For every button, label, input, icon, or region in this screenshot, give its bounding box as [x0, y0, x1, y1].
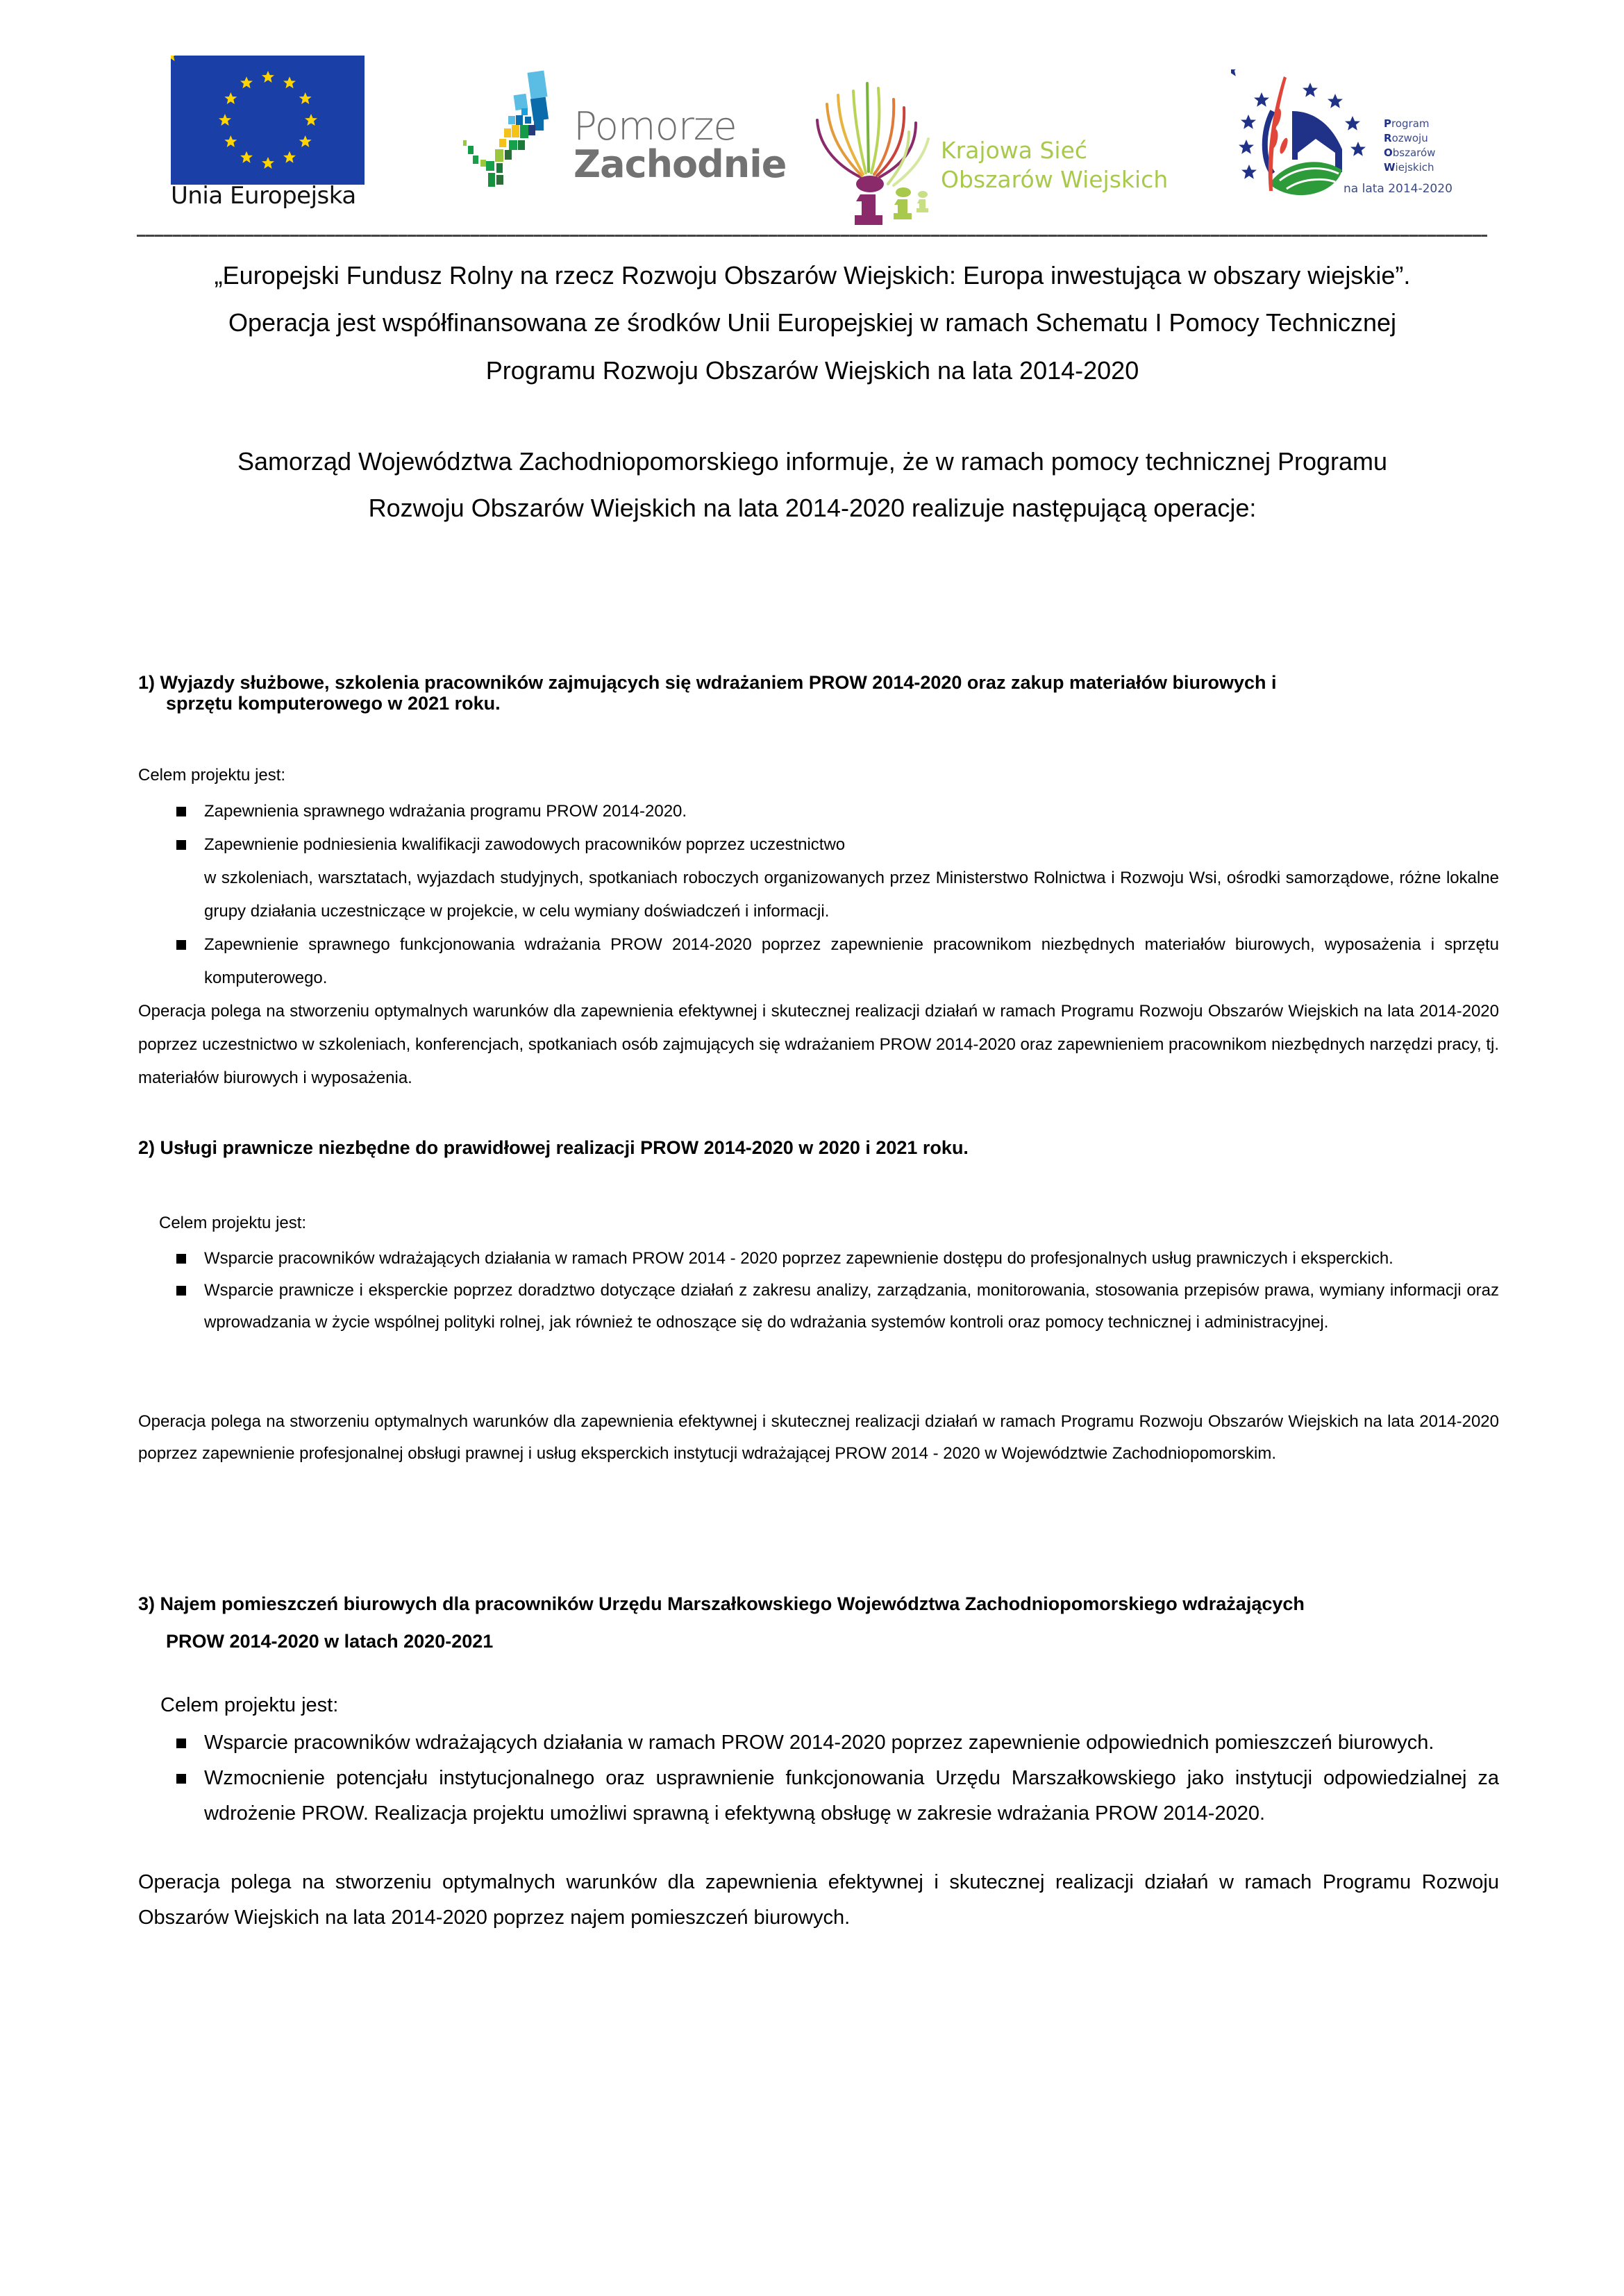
list-item-text: Zapewnienie sprawnego funkcjonowania wdrażania PROW 2014-2020 poprzez zapewnienie pracownikom niezbędnych materiałów biurowych, wyposażenia i sprzętu komputerowego.: [204, 935, 1499, 987]
pomorze-zachodnie-wordmark-line2: Zachodnie: [574, 142, 787, 186]
section-3-goals-list: [176, 1725, 1499, 1832]
section-1-heading-line2: sprzętu komputerowego w 2021 roku.: [166, 693, 501, 714]
prow-wordmark-cap: R: [1384, 132, 1392, 144]
section-1-goal-label: Celem projektu jest:: [138, 766, 286, 785]
intro-line2: Rozwoju Obszarów Wiejskich na lata 2014-2020 realizuje następującą operacje:: [368, 494, 1257, 522]
list-item-text: Wsparcie prawnicze i eksperckie poprzez doradztwo dotyczące działań z zakresu analizy, zarządzania, monitorowania, stosowania przepisów prawa, wymiany informacji oraz wprowadzania w życie wspólnej polityki rolnej, jak również te odnoszące się do wdrażania systemów kontroli oraz pomocy technicznej i administracyjnej.: [204, 1281, 1499, 1332]
list-item: [176, 1243, 1499, 1275]
eu-logo-label: Unia Europejska: [171, 182, 356, 210]
section-1-heading-line1: 1) Wyjazdy służbowe, szkolenia pracowników zajmujących się wdrażaniem PROW 2014-2020 oraz zakup materiałów biurowych i: [138, 672, 1277, 693]
eu-stars-icon: [171, 56, 365, 185]
list-item: [176, 1761, 1499, 1832]
ksow-wordmark: [941, 136, 1168, 194]
list-item-text: Wsparcie pracowników wdrażających działania w ramach PROW 2014-2020 poprzez zapewnienie odpowiednich pomieszczeń biurowych.: [204, 1732, 1434, 1754]
prow-wordmark-rest: bszarów: [1392, 146, 1436, 159]
section-1-heading: [138, 672, 1499, 714]
square-bullet-icon: [176, 1738, 186, 1748]
funding-statement-line2: Operacja jest współfinansowana ze środków Unii Europejskiej w ramach Schematu I Pomocy Technicznej: [228, 308, 1397, 337]
section-2-goals-list: [176, 1243, 1499, 1339]
list-item-continuation: [176, 862, 1499, 928]
square-bullet-icon: [176, 840, 186, 850]
pomorze-zachodnie-wordmark-line1: Pomorze: [574, 104, 737, 149]
section-3-summary: Operacja polega na stworzeniu optymalnych warunków dla zapewnienia efektywnej i skutecznej realizacji działań w ramach Programu Rozwoju Obszarów Wiejskich na lata 2014-2020 poprzez najem pomieszczeń biurowych.: [138, 1871, 1499, 1929]
list-item-text: Wsparcie pracowników wdrażających działania w ramach PROW 2014 - 2020 poprzez zapewnienie dostępu do profesjonalnych usług prawniczych i eksperckich.: [204, 1249, 1393, 1268]
prow-years: na lata 2014-2020: [1343, 182, 1453, 196]
section-3-heading: [138, 1585, 1499, 1660]
square-bullet-icon: [176, 940, 186, 950]
funding-statement-line3: Programu Rozwoju Obszarów Wiejskich na lata 2014-2020: [485, 356, 1139, 385]
section-3-goal-label: Celem projektu jest:: [160, 1694, 339, 1716]
ksow-tree-icon: [812, 80, 940, 227]
prow-wordmark: [1384, 117, 1435, 175]
header-divider: [137, 235, 1487, 237]
square-bullet-icon: [176, 807, 186, 816]
section-3-heading-line2: PROW 2014-2020 w latach 2020-2021: [166, 1631, 494, 1652]
section-2-goal-label: Celem projektu jest:: [159, 1214, 307, 1232]
ksow-wordmark-line2: Obszarów Wiejskich: [941, 166, 1169, 193]
section-1-summary: Operacja polega na stworzeniu optymalnych warunków dla zapewnienia efektywnej i skutecznej realizacji działań w ramach Programu Rozwoju Obszarów Wiejskich na lata 2014-2020 poprzez uczestnictwo w szkoleniach, konferencjach, spotkaniach osób zajmujących się wdrażaniem PROW 2014-2020 oraz zapewnieniem pracownikom niezbędnych narzędzi pracy, tj. materiałów biurowych i wyposażenia.: [138, 1002, 1499, 1087]
list-item-text: w szkoleniach, warsztatach, wyjazdach studyjnych, spotkaniach roboczych organizowanych przez Ministerstwo Rolnictwa i Rozwoju Wsi, ośrodki samorządowe, różne lokalne grupy działania uczestniczące w projekcie, w celu wymiany doświadczeń i informacji.: [204, 869, 1499, 921]
section-2-heading-line1: 2) Usługi prawnicze niezbędne do prawidłowej realizacji PROW 2014-2020 w 2020 i 2021 roku.: [138, 1137, 969, 1158]
section-1-goals-list: [176, 795, 1499, 995]
list-item-text: Wzmocnienie potencjału instytucjonalnego oraz usprawnienie funkcjonowania Urzędu Marszałkowskiego jako instytucji odpowiedzialnej za wdrożenie PROW. Realizacja projektu umożliwi sprawną i efektywną obsługę w zakresie wdrażania PROW 2014-2020.: [204, 1767, 1499, 1825]
square-bullet-icon: [176, 1774, 186, 1784]
list-item: [176, 828, 1499, 862]
eu-flag-logo: [171, 56, 365, 185]
prow-wordmark-cap: W: [1384, 161, 1396, 174]
list-item: [176, 928, 1499, 995]
list-item: [176, 1725, 1499, 1761]
section-2-heading: [138, 1137, 1499, 1158]
prow-wordmark-rest: iejskich: [1395, 161, 1434, 174]
section-3-heading-line1: 3) Najem pomieszczeń biurowych dla pracowników Urzędu Marszałkowskiego Województwa Zachodniopomorskiego wdrażających: [138, 1593, 1305, 1614]
prow-wordmark-cap: P: [1384, 117, 1391, 130]
section-2-summary: Operacja polega na stworzeniu optymalnych warunków dla zapewnienia efektywnej i skutecznej realizacji działań w ramach Programu Rozwoju Obszarów Wiejskich na lata 2014-2020 poprzez zapewnienie profesjonalnej obsługi prawnej i usług eksperckich instytucji wdrażającej PROW 2014 - 2020 w Województwie Zachodniopomorskim.: [138, 1412, 1499, 1463]
prow-wordmark-cap: O: [1384, 146, 1393, 159]
square-bullet-icon: [176, 1286, 186, 1296]
ksow-wordmark-line1: Krajowa Sieć: [941, 137, 1088, 164]
funding-statement-line1: „Europejski Fundusz Rolny na rzecz Rozwoju Obszarów Wiejskich: Europa inwestująca w obszary wiejskie”.: [214, 261, 1411, 290]
intro-line1: Samorząd Województwa Zachodniopomorskiego informuje, że w ramach pomocy technicznej Programu: [237, 447, 1388, 476]
list-item-text: Zapewnienia sprawnego wdrażania programu PROW 2014-2020.: [204, 802, 687, 821]
list-item: [176, 795, 1499, 828]
pomorze-zachodnie-icon: [463, 69, 550, 187]
list-item-text: Zapewnienie podniesienia kwalifikacji zawodowych pracowników poprzez uczestnictwo: [204, 835, 846, 854]
prow-wordmark-rest: ozwoju: [1391, 132, 1428, 144]
list-item: [176, 1275, 1499, 1339]
prow-wordmark-rest: rogram: [1391, 117, 1430, 130]
square-bullet-icon: [176, 1254, 186, 1264]
